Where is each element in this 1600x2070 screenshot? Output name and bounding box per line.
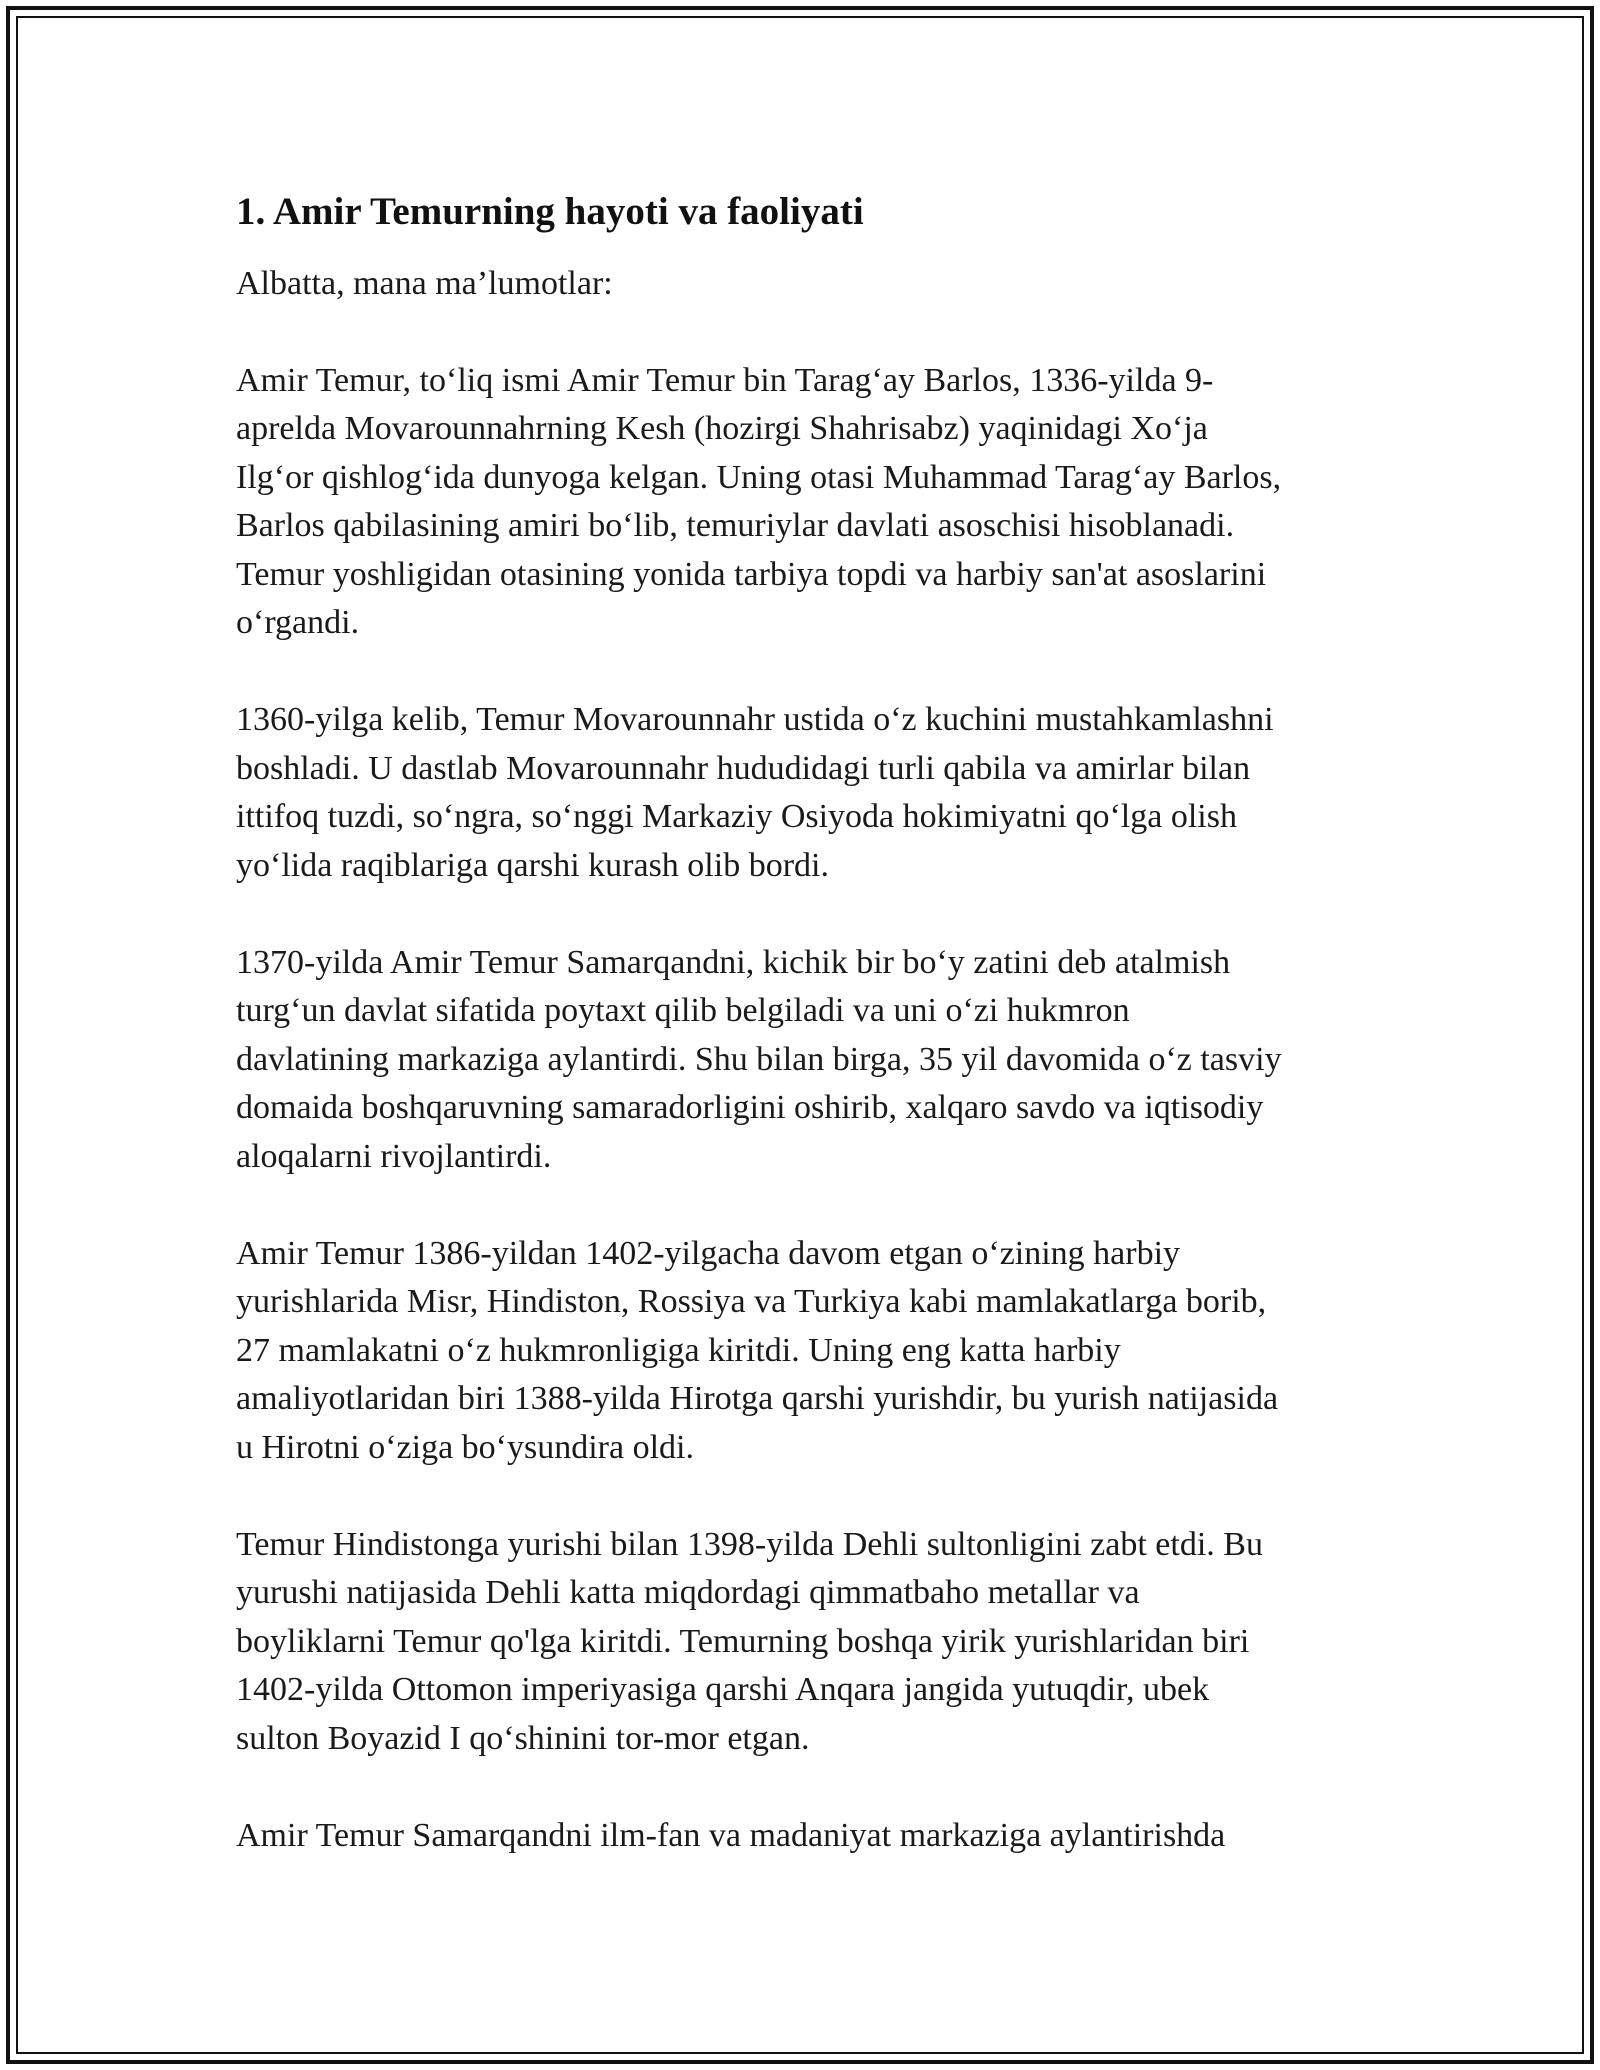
paragraph-samarkand-capital [236,939,1376,1182]
text-line: ittifoq tuzdi, so‘ngra, so‘nggi Markaziy Osiyoda hokimiyatni qo‘lga olish [236,798,1237,835]
paragraph-india-ankara [236,1521,1376,1764]
text-line: amaliyotlaridan biri 1388-yilda Hirotga qarshi yurishdir, bu yurish natijasida [236,1380,1279,1417]
intro-text: Albatta, mana ma’lumotlar: [236,265,613,302]
text-line: Temur Hindistonga yurishi bilan 1398-yilda Dehli sultonligini zabt etdi. Bu [236,1525,1263,1563]
text-line: turg‘un davlat sifatida poytaxt qilib belgiladi va uni o‘zi hukmron [236,992,1130,1029]
text-line: u Hirotni o‘ziga bo‘ysundira oldi. [236,1428,694,1466]
text-line: Amir Temur, to‘liq ismi Amir Temur bin Tarag‘ay Barlos, 1336-yilda 9- [236,361,1214,399]
text-line: 27 mamlakatni o‘z hukmronligiga kiritdi. Uning eng katta harbiy [236,1331,1121,1369]
text-line: Ilg‘or qishlog‘ida dunyoga kelgan. Uning otasi Muhammad Tarag‘ay Barlos, [236,458,1282,496]
text-line: Amir Temur 1386-yildan 1402-yilgacha davom etgan o‘zining harbiy [236,1234,1181,1272]
text-line: Barlos qabilasining amiri bo‘lib, temuriylar davlati asoschisi hisoblanadi. [236,507,1235,544]
text-line: aprelda Movarounnahrning Kesh (hozirgi Shahrisabz) yaqinidagi Xo‘ja [236,410,1208,447]
text-line: davlatining markaziga aylantirdi. Shu bilan birga, 35 yil davomida o‘z tasviy [236,1040,1282,1078]
text-line: o‘rgandi. [236,604,360,641]
text-line: 1402-yilda Ottomon imperiyasiga qarshi Anqara jangida yutuqdir, ubek [236,1671,1210,1708]
document-body [236,186,1376,1909]
paragraph-birth [236,357,1376,648]
text-line: 1360-yilga kelib, Temur Movarounnahr ustida o‘z kuchini mustahkamlashni [236,701,1274,738]
text-line: Amir Temur Samarqandni ilm-fan va madaniyat markaziga aylantirishda [236,1816,1226,1854]
text-line: domaida boshqaruvning samaradorligini oshirib, xalqaro savdo va iqtisodiy [236,1089,1264,1126]
text-line: yurishlarida Misr, Hindiston, Rossiya va Turkiya kabi mamlakatlarga borib, [236,1283,1267,1320]
paragraph-rise-to-power [236,696,1376,890]
text-line: yo‘lida raqiblariga qarshi kurash olib bordi. [236,846,829,884]
text-line: boshladi. U dastlab Movarounnahr hududidagi turli qabila va amirlar bilan [236,749,1251,787]
paragraph-science-culture [236,1812,1376,1861]
text-line: sulton Boyazid I qo‘shinini tor-mor etgan. [236,1719,810,1757]
text-line: Temur yoshligidan otasining yonida tarbiya topdi va harbiy san'at asoslarini [236,555,1267,593]
paragraph-campaigns [236,1230,1376,1473]
text-line: yurushi natijasida Dehli katta miqdordagi qimmatbaho metallar va [236,1574,1140,1611]
text-line: 1370-yilda Amir Temur Samarqandni, kichik bir bo‘y zatini deb atalmish [236,943,1231,981]
text-line: aloqalarni rivojlantirdi. [236,1137,552,1175]
text-line: boyliklarni Temur qo'lga kiritdi. Temurning boshqa yirik yurishlaridan biri [236,1622,1250,1660]
document-title: 1. Amir Temurning hayoti va faoliyati [236,190,864,233]
